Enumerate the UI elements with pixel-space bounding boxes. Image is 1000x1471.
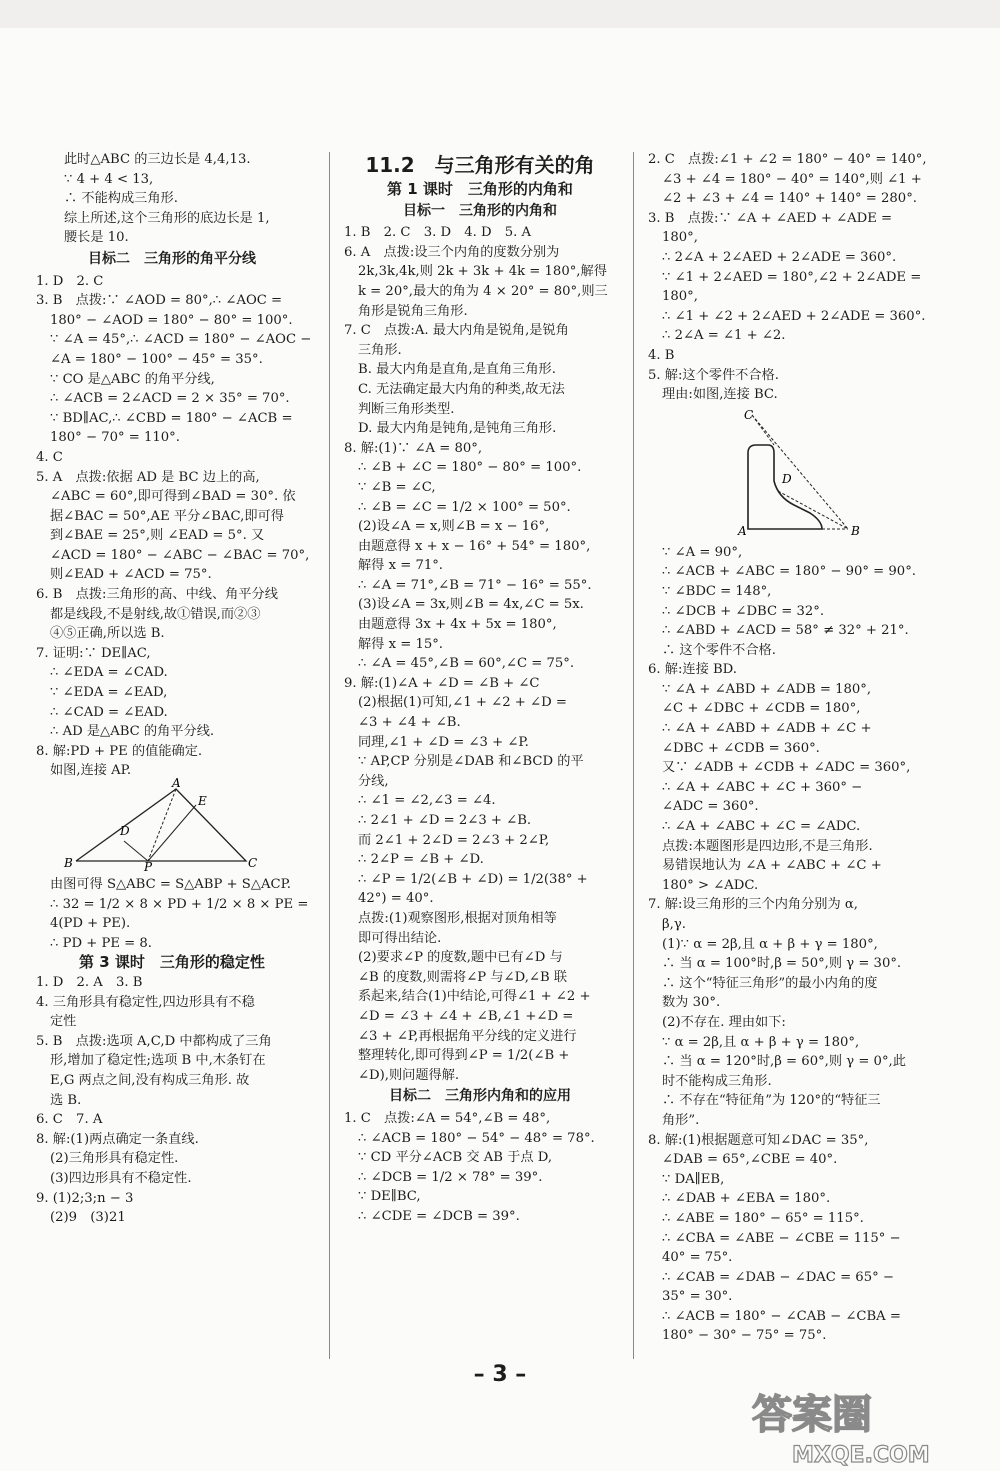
text-line: ∴ 当 α = 120°时,β = 60°,则 γ = 0°,此 <box>662 1054 906 1070</box>
text-line: 又∵ ∠ADB + ∠CDB + ∠ADC = 360°, <box>662 760 911 776</box>
text-line: 据∠BAC = 50°,AE 平分∠BAC,即可得 <box>50 508 284 524</box>
text-line: ∴ ∠A + ∠ABD + ∠ADB + ∠C + <box>662 721 872 737</box>
text-line: B. 最大内角是直角,是直角三角形. <box>358 362 556 378</box>
text-line: ∴ 2∠1 + ∠D = 2∠3 + ∠B. <box>358 813 532 828</box>
text-line: ∴ ∠ABE = 180° − 65° = 115°. <box>662 1210 864 1226</box>
svg-text:C: C <box>248 856 258 870</box>
text-line: ∠3 + ∠4 = 180° − 40° = 140°,则 ∠1 + <box>662 171 922 187</box>
text-line: ∴ 当 α = 100°时,β = 50°,则 γ = 30°. <box>662 956 902 972</box>
text-line: ∴ ∠A = 71°,∠B = 71° − 16° = 55°. <box>358 577 592 593</box>
text-line: 角形”. <box>662 1112 700 1128</box>
text-line: 由图可得 S△ABC = S△ABP + S△ACP. <box>50 877 291 892</box>
svg-text:D: D <box>120 824 130 838</box>
text-line: 6. 解:连接 BD. <box>648 662 737 678</box>
heading-goal-two: 目标二 三角形的角平分线 <box>88 250 256 267</box>
triangle-figure <box>36 776 258 874</box>
text-line: (3)四边形具有不稳定性. <box>50 1170 192 1186</box>
column-divider <box>329 152 330 1359</box>
text-line: 180° − ∠AOD = 180° − 80° = 100°. <box>50 312 293 328</box>
text-line: 1. B 2. C 3. D 4. D 5. A <box>344 225 532 241</box>
text-line: ∠B 的度数,则需将∠P 与∠D,∠B 联 <box>358 969 568 985</box>
text-line: ∴ ∠EDA = ∠CAD. <box>50 665 168 681</box>
section-title: 11.2 与三角形有关的角 <box>365 153 595 177</box>
text-line: ∴ ∠DCB + ∠DBC = 32°. <box>662 603 825 619</box>
text-line: ∴ ∠DAB + ∠EBA = 180°. <box>662 1191 831 1207</box>
text-line: ∴ ∠ACB + ∠ABC = 180° − 90° = 90°. <box>662 564 916 580</box>
scan-edge <box>0 0 1000 28</box>
text-line: β,γ. <box>662 917 686 932</box>
text-line: ∴ ∠ACB = 180° − 54° − 48° = 78°. <box>358 1130 595 1146</box>
goal-two-heading: 目标二 三角形内角和的应用 <box>389 1088 571 1105</box>
svg-text:D: D <box>782 471 792 486</box>
text-line: ④⑤正确,所以选 B. <box>50 626 165 642</box>
text-line: ∴ ∠CBA = ∠ABE − ∠CBE = 115° − <box>662 1230 901 1246</box>
svg-text:C: C <box>744 407 754 422</box>
text-line: 如图,连接 AP. <box>50 763 132 779</box>
text-line: 由题意得 3x + 4x + 5x = 180°, <box>358 617 557 633</box>
text-line: ∴ 2∠A + 2∠AED + 2∠ADE = 360°. <box>662 249 897 265</box>
text-line: 6. A 点拨:设三个内角的度数分别为 <box>344 244 560 260</box>
text-line: 5. A 点拨:依据 AD 是 BC 边上的高, <box>36 469 260 485</box>
text-line: 即可得出结论. <box>358 930 442 946</box>
text-line: ∴ ∠B + ∠C = 180° − 80° = 100°. <box>358 460 582 476</box>
text-line: (2)设∠A = x,则∠B = x − 16°, <box>358 519 550 535</box>
text-line: ∴ 2∠P = ∠B + ∠D. <box>358 852 484 868</box>
svg-text:A: A <box>738 523 747 538</box>
text-line: 系起来,结合(1)中结论,可得∠1 + ∠2 + <box>358 989 591 1005</box>
text-line: ∴ AD 是△ABC 的角平分线. <box>50 724 215 740</box>
text-line: 6. B 点拨:三角形的高、中线、角平分线 <box>36 587 278 603</box>
text-line: 7. C 点拨:A. 最大内角是锐角,是锐角 <box>344 323 569 339</box>
text-line: 6. C 7. A <box>36 1112 103 1128</box>
text-line: (2)要求∠P 的度数,题中已有∠D 与 <box>358 950 563 966</box>
text-line: ∵ BD∥AC,∴ ∠CBD = 180° − ∠ACB = <box>50 410 293 426</box>
text-line: ∴ 这个“特征三角形”的最小内角的度 <box>662 975 878 991</box>
text-line: ∴ ∠ABD + ∠ACD = 58° ≠ 32° + 21°. <box>662 623 909 639</box>
text-line: 4(PD + PE). <box>50 916 131 932</box>
text-line: 7. 证明:∵ DE∥AC, <box>36 645 151 661</box>
text-line: D. 最大内角是钝角,是钝角三角形. <box>358 421 557 437</box>
text-line: 而 2∠1 + 2∠D = 2∠3 + 2∠P, <box>358 832 550 848</box>
text-line: 1. C 点拨:∠A = 54°,∠B = 48°, <box>344 1110 551 1126</box>
text-line: 同理,∠1 + ∠D = ∠3 + ∠P. <box>358 734 529 750</box>
text-line: ∵ ∠A = 90°, <box>662 544 743 560</box>
text-line: 3. B 点拨:∵ ∠AOD = 80°,∴ ∠AOC = <box>36 293 283 309</box>
text-line: 解得 x = 15°. <box>358 636 444 652</box>
text-line: 3. B 点拨:∵ ∠A + ∠AED + ∠ADE = <box>648 210 893 226</box>
heading-lesson-3: 第 3 课时 三角形的稳定性 <box>79 953 265 972</box>
text-line: ∴ ∠DCB = 1/2 × 78° = 39°. <box>358 1169 543 1185</box>
text-line: 易错误地认为 ∠A + ∠ABC + ∠C + <box>662 858 882 874</box>
text-line: 数为 30°. <box>662 995 721 1011</box>
text-line: ∵ 4 + 4 < 13, <box>64 171 154 187</box>
text-line: 4. C <box>36 449 63 465</box>
text-line: ∴ ∠1 = ∠2,∠3 = ∠4. <box>358 793 496 809</box>
svg-text:E: E <box>198 794 207 808</box>
text-line: ∵ DA∥EB, <box>662 1171 725 1187</box>
svg-text:答案圈: 答案圈 <box>752 1392 872 1438</box>
text-line: 解得 x = 71°. <box>358 558 444 574</box>
text-line: ∵ ∠B = ∠C, <box>358 479 436 495</box>
text-line: C. 无法确定最大内角的种类,故无法 <box>358 381 565 397</box>
lesson-title: 第 1 课时 三角形的内角和 <box>387 180 573 198</box>
text-line: 综上所述,这个三角形的底边长是 1, <box>64 210 270 226</box>
text-line: 42°) = 40°. <box>358 891 434 907</box>
text-line: ∵ ∠A + ∠ABD + ∠ADB = 180°, <box>662 681 872 697</box>
text-line: 1. D 2. C <box>36 273 104 289</box>
text-line: 4. 三角形具有稳定性,四边形具有不稳 <box>36 994 255 1010</box>
text-line: 180°, <box>662 289 698 305</box>
text-line: ∴ ∠A + ∠ABC + ∠C = ∠ADC. <box>662 819 861 835</box>
text-line: 2k,3k,4k,则 2k + 3k + 4k = 180°,解得 <box>358 264 607 280</box>
text-line: ∠DAB = 65°,∠CBE = 40°. <box>662 1152 838 1168</box>
text-line: 分线, <box>358 773 389 789</box>
text-line: 180° − 70° = 110°. <box>50 430 180 446</box>
text-line: 180°, <box>662 230 698 246</box>
text-line: 形,增加了稳定性;选项 B 中,木条钉在 <box>50 1053 266 1069</box>
text-line: (2)不存在. 理由如下: <box>662 1014 786 1030</box>
text-line: ∠C + ∠DBC + ∠CDB = 180°, <box>662 701 861 717</box>
text-line: ∠3 + ∠P,再根据角平分线的定义进行 <box>358 1028 577 1044</box>
text-line: ∴ 不存在“特征角”为 120°的“特征三 <box>662 1093 881 1109</box>
text-line: 点拨:本题图形是四边形,不是三角形. <box>662 838 873 854</box>
text-line: 角形是锐角三角形. <box>358 303 468 319</box>
text-line: ∴ ∠B = ∠C = 1/2 × 100° = 50°. <box>358 499 571 515</box>
text-line: (2)根据(1)可知,∠1 + ∠2 + ∠D = <box>358 695 567 711</box>
text-line: 腰长是 10. <box>64 230 129 246</box>
text-line: 到∠BAE = 25°,则 ∠EAD = 5°. 又 <box>50 528 265 544</box>
text-line: 7. 解:设三角形的三个内角分别为 α, <box>648 897 858 913</box>
text-line: ∠DBC + ∠CDB = 360°. <box>662 740 820 756</box>
text-line: ∠D = ∠3 + ∠4 + ∠B,∠1 +∠D = <box>358 1008 574 1024</box>
column-2 <box>344 150 616 1226</box>
text-line: ∵ AP,CP 分别是∠DAB 和∠BCD 的平 <box>358 754 584 770</box>
text-line: ∴ PD + PE = 8. <box>50 935 152 951</box>
text-line: 40° = 75°. <box>662 1250 733 1266</box>
text-line: 5. 解:这个零件不合格. <box>648 367 779 383</box>
watermark-logo <box>742 1380 992 1468</box>
text-line: 180° > ∠ADC. <box>662 877 759 893</box>
svg-text:A: A <box>172 776 181 790</box>
text-line: 9. 解:(1)∠A + ∠D = ∠B + ∠C <box>344 675 540 691</box>
text-line: 选 B. <box>50 1092 82 1108</box>
text-line: 时不能构成三角形. <box>662 1073 772 1089</box>
text-line: ∵ ∠EDA = ∠EAD, <box>50 685 168 701</box>
text-line: ∴ ∠ACB = 180° − ∠CAB − ∠CBA = <box>662 1308 901 1324</box>
text-line: ∴ ∠ACB = 2∠ACD = 2 × 35° = 70°. <box>50 391 290 407</box>
text-line: 都是线段,不是射线,故①错误,而②③ <box>50 606 261 622</box>
text-line: 此时△ABC 的三边长是 4,4,13. <box>64 152 251 167</box>
text-line: ∴ ∠A = 45°,∠B = 60°,∠C = 75°. <box>358 656 575 672</box>
text-line: 2. C 点拨:∠1 + ∠2 = 180° − 40° = 140°, <box>648 152 927 167</box>
text-line: 180° − 30° − 75° = 75°. <box>662 1328 827 1344</box>
svg-text:B: B <box>64 856 73 870</box>
text-line: ∠2 + ∠3 + ∠4 = 140° + 140° = 280°. <box>662 191 917 207</box>
svg-text:B: B <box>851 523 860 538</box>
svg-text:MXQE.COM: MXQE.COM <box>792 1443 930 1468</box>
column-3 <box>648 150 928 1346</box>
text-line: ∴ ∠P = 1/2(∠B + ∠D) = 1/2(38° + <box>358 871 588 887</box>
goal-one-heading: 目标一 三角形的内角和 <box>403 202 557 219</box>
text-line: ∵ ∠1 + 2∠AED = 180°,∠2 + 2∠ADE = <box>662 269 922 285</box>
column-divider <box>633 152 634 1359</box>
text-line: 5. B 点拨:选项 A,C,D 中都构成了三角 <box>36 1033 272 1049</box>
text-line: ∵ CO 是△ABC 的角平分线, <box>50 371 215 387</box>
text-line: ∴ 2∠A = ∠1 + ∠2. <box>662 328 786 344</box>
text-line: ∴ ∠CDE = ∠DCB = 39°. <box>358 1208 520 1224</box>
part-figure <box>718 409 938 539</box>
text-line: 判断三角形类型. <box>358 401 455 417</box>
text-line: ∴ ∠CAB = ∠DAB − ∠DAC = 65° − <box>662 1269 894 1285</box>
column-1 <box>36 150 312 1228</box>
text-line: 三角形. <box>358 342 402 358</box>
text-line: 35° = 30°. <box>662 1289 733 1305</box>
text-line: k = 20°,最大的角为 4 × 20° = 80°,则三 <box>358 283 608 299</box>
text-line: ∵ DE∥BC, <box>358 1189 421 1205</box>
text-line: ∠ACD = 180° − ∠ABC − ∠BAC = 70°, <box>50 547 310 563</box>
text-line: 4. B <box>648 347 675 363</box>
text-line: ∠ABC = 60°,即可得到∠BAD = 30°. 依 <box>50 489 296 505</box>
text-line: ∠A = 180° − 100° − 45° = 35°. <box>50 351 263 367</box>
text-line: 定性 <box>50 1014 77 1030</box>
text-line: 理由:如图,连接 BC. <box>662 387 778 403</box>
text-line: ∠D),则问题得解. <box>358 1067 460 1083</box>
text-line: ∵ ∠BDC = 148°, <box>662 583 772 599</box>
text-line: ∵ α = 2β,且 α + β + γ = 180°, <box>662 1034 860 1050</box>
text-line: 点拨:(1)观察图形,根据对顶角相等 <box>358 910 557 926</box>
text-line: (2)三角形具有稳定性. <box>50 1151 179 1167</box>
text-line: 8. 解:(1)根据题意可知∠DAC = 35°, <box>648 1132 869 1148</box>
text-line: ∴ ∠1 + ∠2 + 2∠AED + 2∠ADE = 360°. <box>662 308 926 324</box>
text-line: 则∠EAD + ∠ACD = 75°. <box>50 567 212 583</box>
text-line: ∠ADC = 360°. <box>662 799 759 815</box>
text-line: (1)∵ α = 2β,且 α + β + γ = 180°, <box>662 936 878 952</box>
svg-text:P: P <box>144 860 153 874</box>
page-number: – 3 – <box>473 1362 527 1387</box>
text-line: 9. (1)2;3;n − 3 <box>36 1190 134 1206</box>
text-line: ∴ 这个零件不合格. <box>662 642 776 658</box>
text-line: E,G 两点之间,没有构成三角形. 故 <box>50 1072 250 1088</box>
text-line: (2)9 (3)21 <box>50 1210 126 1226</box>
text-line: (3)设∠A = 3x,则∠B = 4x,∠C = 5x. <box>358 597 584 613</box>
text-line: 8. 解:(1)∵ ∠A = 80°, <box>344 440 483 456</box>
text-line: ∴ 32 = 1/2 × 8 × PD + 1/2 × 8 × PE = <box>50 896 309 912</box>
text-line: 8. 解:(1)两点确定一条直线. <box>36 1131 199 1147</box>
text-line: 整理转化,即可得到∠P = 1/2(∠B + <box>358 1048 570 1064</box>
text-line: ∴ 不能构成三角形. <box>64 191 178 207</box>
text-line: 1. D 2. A 3. B <box>36 974 143 990</box>
text-line: ∠3 + ∠4 + ∠B. <box>358 715 461 731</box>
text-line: 8. 解:PD + PE 的值能确定. <box>36 743 203 759</box>
text-line: ∴ ∠CAD = ∠EAD. <box>50 704 168 720</box>
text-line: ∵ ∠A = 45°,∴ ∠ACD = 180° − ∠AOC − <box>50 332 312 348</box>
text-line: ∵ CD 平分∠ACB 交 AB 于点 D, <box>358 1150 553 1166</box>
text-line: 由题意得 x + x − 16° + 54° = 180°, <box>358 538 591 554</box>
text-line: ∴ ∠A + ∠ABC + ∠C + 360° − <box>662 779 863 795</box>
